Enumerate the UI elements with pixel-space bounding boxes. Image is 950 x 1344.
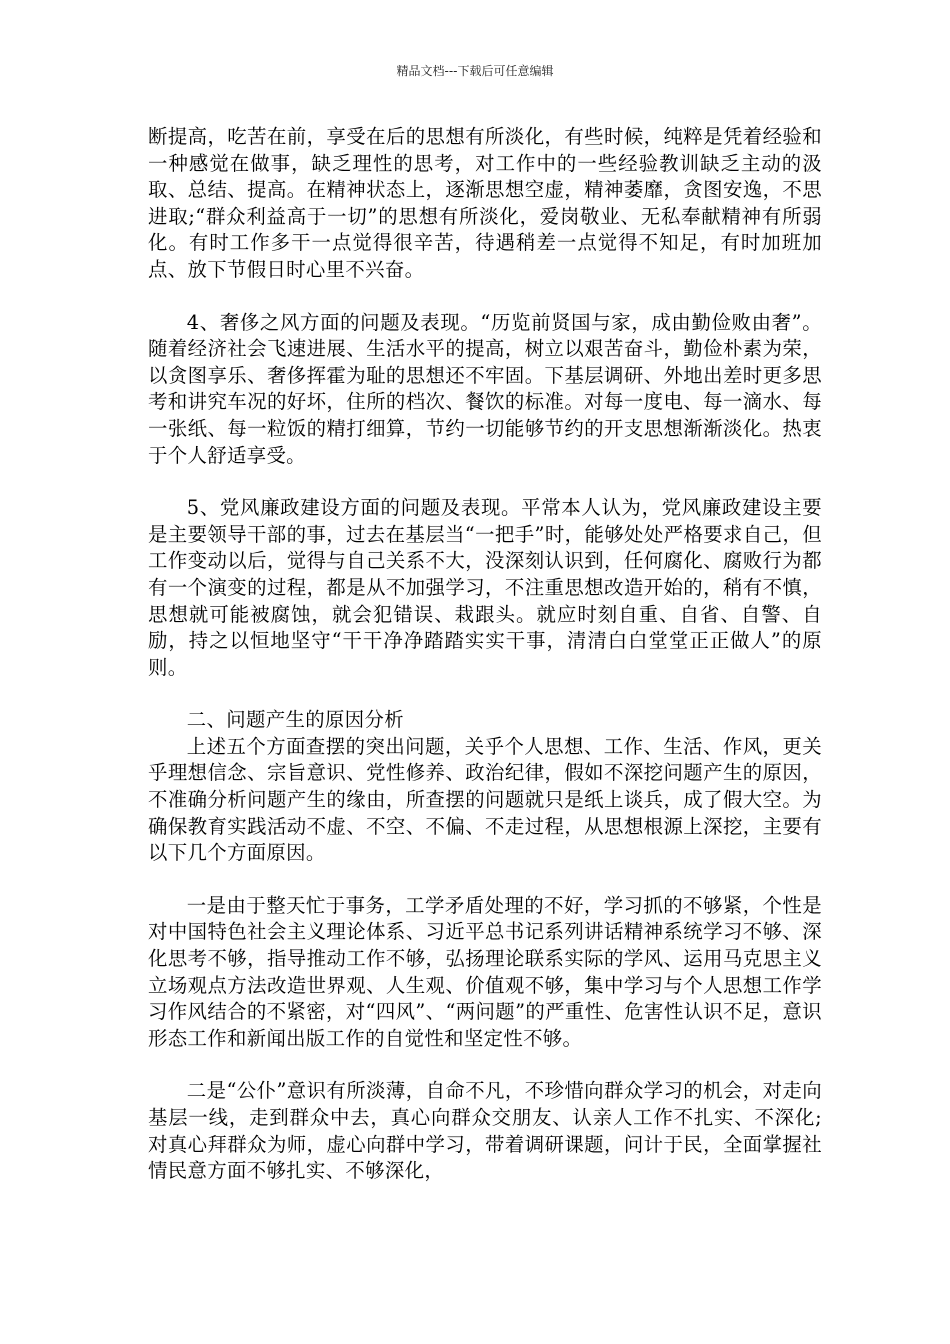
paragraph-cause-intro: 上述五个方面查摆的突出问题，关乎个人思想、工作、生活、作风，更关乎理想信念、宗旨意识、党性修养、政治纪律，假如不深挖问题产生的原因，不准确分析问题产生的缘由，所查摆的问题就只是纸上谈兵，成了假大空。为确保教育实践活动不虚、不空、不偏、不走过程，从思想根源上深挖，主要有以下几个方面原因。 [148, 734, 822, 865]
paragraph-cause-1: 一是由于整天忙于事务，工学矛盾处理的不好，学习抓的不够紧，个性是对中国特色社会主义理论体系、习近平总书记系列讲话精神系统学习不够、深化思考不够，指导推动工作不够，弘扬理论联系实际的学风、运用马克思主义立场观点方法改造世界观、人生观、价值观不够，集中学习与个人思想工作学习作风结合的不紧密，对“四风”、“两问题”的严重性、危害性认识不足，意识形态工作和新闻出版工作的自觉性和坚定性不够。 [148, 893, 822, 1050]
paragraph-cause-2: 二是“公仆”意识有所淡薄，自命不凡，不珍惜向群众学习的机会，对走向基层一线，走到群众中去，真心向群众交朋友、认亲人工作不扎实、不深化;对真心拜群众为师，虚心向群中学习，带着调研课题，问计于民，全面掌握社情民意方面不够扎实、不够深化， [148, 1079, 822, 1183]
section-heading-2: 二、问题产生的原因分析 [186, 708, 404, 732]
paragraph-item-4: 4、奢侈之风方面的问题及表现。“历览前贤国与家，成由勤俭败由奢”。随着经济社会飞速进展、生活水平的提高，树立以艰苦奋斗，勤俭朴素为荣，以贪图享乐、奢侈挥霍为耻的思想还不牢固。下基层调研、外地出差时更多思考和讲究车况的好坏，住所的档次、餐饮的标准。对每一度电、每一滴水、每一张纸、每一粒饭的精打细算，节约一切能够节约的开支思想渐渐淡化。热衷于个人舒适享受。 [148, 310, 822, 467]
document-body [148, 124, 822, 1211]
page-header: 精品文档---下载后可任意编辑 [396, 64, 554, 78]
paragraph-item-5: 5、党风廉政建设方面的问题及表现。平常本人认为，党风廉政建设主要是主要领导干部的事，过去在基层当“一把手”时，能够处处严格要求自己，但工作变动以后，觉得与自己关系不大，没深刻认识到，任何腐化、腐败行为都有一个演变的过程，都是从不加强学习，不注重思想改造开始的，稍有不慎，思想就可能被腐蚀，就会犯错误、栽跟头。就应时刻自重、自省、自警、自励，持之以恒地坚守“干干净净踏踏实实干事，清清白白堂堂正正做人”的原则。 [148, 496, 822, 679]
paragraph-continued: 断提高，吃苦在前，享受在后的思想有所淡化，有些时候，纯粹是凭着经验和一种感觉在做事，缺乏理性的思考，对工作中的一些经验教训缺乏主动的汲取、总结、提高。在精神状态上，逐渐思想空虚，精神萎靡，贪图安逸，不思进取;“群众利益高于一切”的思想有所淡化，爱岗敬业、无私奉献精神有所弱化。有时工作多干一点觉得很辛苦，待遇稍差一点觉得不知足，有时加班加点、放下节假日时心里不兴奋。 [148, 125, 822, 281]
